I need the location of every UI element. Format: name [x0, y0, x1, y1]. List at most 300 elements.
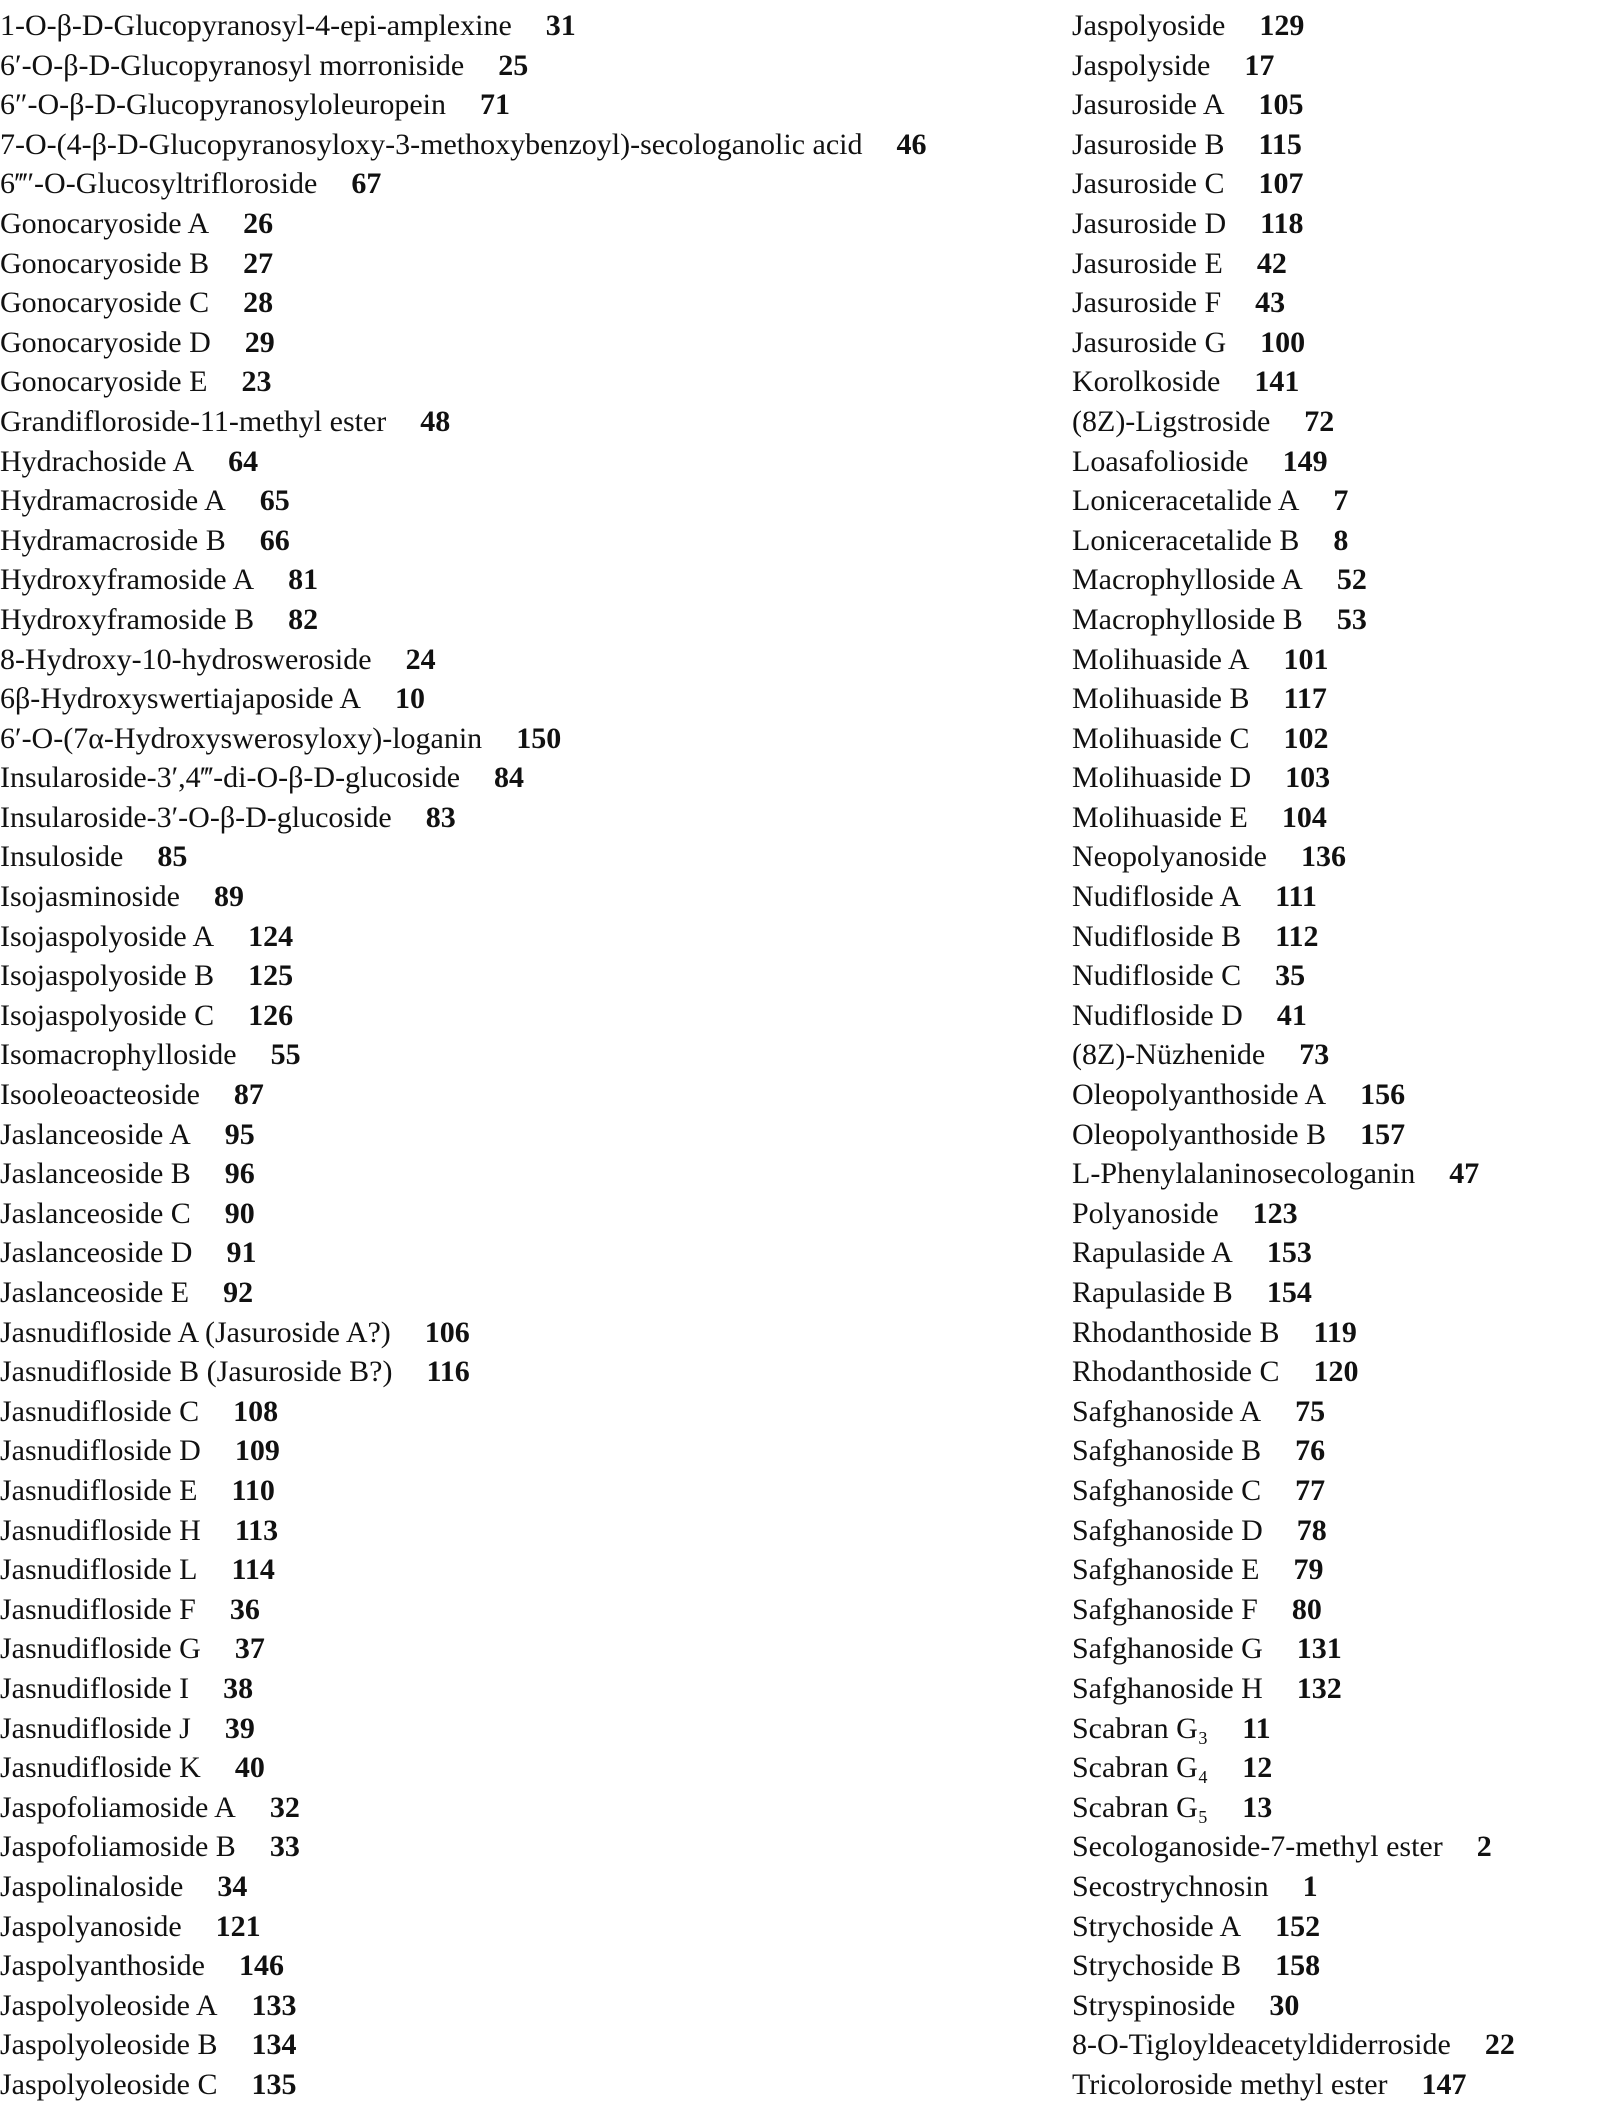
compound-number: 52 [1336, 563, 1367, 597]
compound-name: Jasnudifloside A (Jasuroside A?) [0, 1315, 391, 1349]
compound-name: 6′-O-(7α-Hydroxyswerosyloxy)-loganin [0, 721, 483, 755]
index-entry [1072, 1471, 1612, 1511]
index-entry [1072, 1075, 1612, 1115]
compound-name: Jasnudifloside D [0, 1434, 201, 1468]
index-column-left [0, 6, 1050, 2104]
compound-number: 35 [1275, 959, 1306, 993]
compound-name: Scabran G₄ [1072, 1751, 1209, 1785]
compound-name: Isooleoacteoside [0, 1078, 200, 1112]
index-entry [0, 521, 1050, 561]
compound-number: 2 [1476, 1830, 1492, 1864]
compound-number: 72 [1304, 404, 1335, 438]
compound-number: 96 [224, 1157, 255, 1191]
index-entry [0, 244, 1050, 284]
index-entry [1072, 1827, 1612, 1867]
compound-name: Scabran G₅ [1072, 1790, 1209, 1824]
compound-name: 6β-Hydroxyswertiajaposide A [0, 682, 362, 716]
compound-number: 64 [228, 444, 259, 478]
compound-name: Isojaspolyoside C [0, 998, 215, 1032]
index-entry [1072, 6, 1612, 46]
index-entry [0, 164, 1050, 204]
compound-name: 8-Hydroxy-10-hydrosweroside [0, 642, 372, 676]
compound-number: 43 [1255, 286, 1286, 320]
compound-number: 129 [1259, 9, 1305, 42]
compound-number: 82 [288, 602, 319, 636]
index-entry [1072, 1431, 1612, 1471]
index-entry [0, 362, 1050, 402]
index-entry [1072, 1550, 1612, 1590]
compound-number: 152 [1275, 1909, 1321, 1943]
compound-name: L-Phenylalaninosecologanin [1072, 1157, 1416, 1191]
index-entry [1072, 46, 1612, 86]
compound-name: Macrophylloside A [1072, 563, 1303, 597]
index-entry [0, 1550, 1050, 1590]
index-entry [0, 1035, 1050, 1075]
index-entry [1072, 125, 1612, 165]
compound-number: 107 [1258, 167, 1304, 201]
compound-name: Stryspinoside [1072, 1988, 1236, 2022]
compound-number: 113 [234, 1513, 279, 1547]
compound-name: Grandifloroside-11-methyl ester [0, 404, 387, 438]
index-entry [1072, 1788, 1612, 1828]
compound-number: 40 [234, 1751, 265, 1785]
compound-name: Jaspolyanoside [0, 1909, 182, 1943]
compound-name: Jasnudifloside I [0, 1671, 190, 1705]
compound-name: Loasafolioside [1072, 444, 1249, 478]
compound-number: 34 [217, 1869, 248, 1903]
compound-number: 83 [425, 800, 456, 834]
compound-number: 23 [241, 365, 272, 399]
compound-name: Molihuaside E [1072, 800, 1248, 834]
compound-number: 8 [1333, 523, 1349, 557]
index-entry [1072, 1511, 1612, 1551]
compound-name: Jaspolyoleoside B [0, 2028, 218, 2062]
compound-name: 6‴′-O-Glucosyltrifloroside [0, 167, 318, 201]
index-entry [1072, 1313, 1612, 1353]
index-entry [1072, 1669, 1612, 1709]
index-entry [0, 956, 1050, 996]
compound-name: Gonocaryoside E [0, 365, 208, 399]
index-entry [1072, 1907, 1612, 1947]
compound-number: 80 [1291, 1592, 1322, 1626]
index-entry [1072, 679, 1612, 719]
index-entry [0, 758, 1050, 798]
index-column-right [1072, 6, 1612, 2104]
index-entry [0, 1788, 1050, 1828]
compound-number: 100 [1260, 325, 1306, 359]
index-entry [1072, 521, 1612, 561]
index-entry [1072, 1194, 1612, 1234]
compound-number: 71 [479, 88, 510, 122]
index-entry [1072, 1352, 1612, 1392]
index-entry [0, 1233, 1050, 1273]
index-entry [1072, 560, 1612, 600]
compound-number: 13 [1242, 1790, 1273, 1824]
compound-name: Oleopolyanthoside A [1072, 1078, 1327, 1112]
index-entry [1072, 1392, 1612, 1432]
compound-number: 156 [1360, 1078, 1406, 1112]
compound-number: 36 [229, 1592, 260, 1626]
compound-number: 149 [1282, 444, 1328, 478]
index-entry [0, 1669, 1050, 1709]
compound-name: Jaspolyside [1072, 48, 1211, 82]
compound-number: 147 [1421, 2067, 1467, 2101]
compound-name: Insularoside-3′,4‴-di-O-β-D-glucoside [0, 761, 461, 795]
compound-name: 1-O-β-D-Glucopyranosyl-4-epi-amplexine [0, 9, 512, 42]
compound-name: Jaspolinaloside [0, 1869, 184, 1903]
compound-name: Jasuroside C [1072, 167, 1225, 201]
compound-number: 42 [1256, 246, 1287, 280]
index-entry [1072, 402, 1612, 442]
compound-name: Nudifloside B [1072, 919, 1242, 953]
compound-name: Molihuaside C [1072, 721, 1250, 755]
compound-name: Secostrychnosin [1072, 1869, 1269, 1903]
index-entry [0, 402, 1050, 442]
index-entry [1072, 164, 1612, 204]
compound-number: 67 [351, 167, 382, 201]
compound-name: 6′-O-β-D-Glucopyranosyl morroniside [0, 48, 465, 82]
compound-name: Hydramacroside B [0, 523, 226, 557]
compound-number: 134 [251, 2028, 297, 2062]
compound-name: Jasuroside G [1072, 325, 1227, 359]
index-entry [1072, 1233, 1612, 1273]
index-entry [1072, 877, 1612, 917]
compound-name: Scabran G₃ [1072, 1711, 1209, 1745]
index-entry [0, 46, 1050, 86]
index-entry [1072, 283, 1612, 323]
index-entry [0, 2025, 1050, 2065]
compound-name: Isomacrophylloside [0, 1038, 237, 1072]
compound-number: 37 [234, 1632, 265, 1666]
compound-name: Jasnudifloside C [0, 1394, 200, 1428]
compound-number: 90 [224, 1196, 255, 1230]
index-entry [0, 1867, 1050, 1907]
compound-name: Nudifloside A [1072, 880, 1242, 914]
compound-name: (8Z)-Ligstroside [1072, 404, 1271, 438]
compound-number: 75 [1295, 1394, 1326, 1428]
compound-number: 120 [1313, 1355, 1359, 1389]
compound-number: 22 [1484, 2028, 1515, 2062]
compound-number: 101 [1283, 642, 1329, 676]
compound-name: Jaslanceoside B [0, 1157, 191, 1191]
compound-name: Rapulaside A [1072, 1236, 1233, 1270]
index-entry [0, 1194, 1050, 1234]
compound-number: 53 [1336, 602, 1367, 636]
index-entry [1072, 996, 1612, 1036]
compound-name: Jaspolyanthoside [0, 1949, 205, 1983]
index-entry [1072, 600, 1612, 640]
compound-number: 103 [1285, 761, 1331, 795]
index-entry [0, 798, 1050, 838]
compound-name: Macrophylloside B [1072, 602, 1303, 636]
compound-name: Safghanoside H [1072, 1671, 1263, 1705]
compound-number: 111 [1275, 880, 1317, 914]
compound-number: 114 [231, 1553, 275, 1587]
index-entry [1072, 1986, 1612, 2026]
compound-number: 123 [1252, 1196, 1298, 1230]
compound-number: 32 [269, 1790, 300, 1824]
compound-name: Korolkoside [1072, 365, 1221, 399]
compound-name: Jaspofoliamoside A [0, 1790, 236, 1824]
index-entry [0, 679, 1050, 719]
compound-number: 110 [231, 1473, 275, 1507]
index-entry [1072, 362, 1612, 402]
compound-number: 106 [424, 1315, 470, 1349]
compound-name: Jaspolyoleoside A [0, 1988, 218, 2022]
index-entry [0, 1986, 1050, 2026]
compound-name: Hydroxyframoside A [0, 563, 255, 597]
index-entry [1072, 1629, 1612, 1669]
compound-number: 118 [1260, 206, 1304, 240]
index-entry [0, 6, 1050, 46]
index-entry [0, 877, 1050, 917]
compound-number: 48 [420, 404, 451, 438]
compound-name: Jasnudifloside H [0, 1513, 201, 1547]
index-entry [0, 1590, 1050, 1630]
compound-name: Strychoside A [1072, 1909, 1242, 1943]
compound-number: 91 [226, 1236, 257, 1270]
compound-name: Loniceracetalide B [1072, 523, 1300, 557]
compound-name: (8Z)-Nüzhenide [1072, 1038, 1266, 1072]
compound-name: Safghanoside D [1072, 1513, 1263, 1547]
compound-number: 78 [1296, 1513, 1327, 1547]
index-entry [0, 917, 1050, 957]
compound-name: Jasuroside E [1072, 246, 1223, 280]
compound-name: Tricoloroside methyl ester [1072, 2067, 1388, 2101]
compound-name: Jasnudifloside J [0, 1711, 191, 1745]
compound-number: 76 [1295, 1434, 1326, 1468]
index-entry [0, 1907, 1050, 1947]
compound-name: Jasnudifloside F [0, 1592, 196, 1626]
index-entry [0, 1709, 1050, 1749]
compound-name: Jasuroside A [1072, 88, 1225, 122]
compound-name: Jaslanceoside A [0, 1117, 191, 1151]
compound-number: 38 [223, 1671, 254, 1705]
compound-number: 41 [1276, 998, 1307, 1032]
index-entry [1072, 798, 1612, 838]
compound-number: 46 [896, 127, 927, 161]
compound-name: Gonocaryoside D [0, 325, 211, 359]
compound-number: 11 [1242, 1711, 1271, 1745]
compound-name: Gonocaryoside A [0, 206, 210, 240]
compound-number: 132 [1296, 1671, 1342, 1705]
compound-number: 87 [233, 1078, 264, 1112]
compound-name: Jaspolyoleoside C [0, 2067, 218, 2101]
index-entry [0, 1827, 1050, 1867]
compound-number: 146 [238, 1949, 284, 1983]
compound-number: 92 [223, 1276, 254, 1309]
compound-name: Jaspolyoside [1072, 9, 1226, 42]
compound-name: Jasuroside B [1072, 127, 1225, 161]
compound-number: 79 [1293, 1553, 1324, 1587]
compound-name: Safghanoside E [1072, 1553, 1260, 1587]
compound-number: 95 [224, 1117, 255, 1151]
index-entry [1072, 917, 1612, 957]
compound-name: Nudifloside D [1072, 998, 1243, 1032]
compound-name: Rhodanthoside B [1072, 1315, 1280, 1349]
compound-name: Jaslanceoside D [0, 1236, 193, 1270]
compound-name: Rapulaside B [1072, 1276, 1233, 1309]
compound-number: 31 [545, 9, 576, 42]
index-entry [1072, 1946, 1612, 1986]
compound-name: Jasuroside F [1072, 286, 1222, 320]
compound-name: Jasnudifloside E [0, 1473, 198, 1507]
compound-number: 28 [243, 286, 274, 320]
index-entry [0, 1511, 1050, 1551]
index-entry [1072, 1709, 1612, 1749]
index-entry [0, 560, 1050, 600]
index-entry [0, 323, 1050, 363]
index-entry [0, 1471, 1050, 1511]
index-entry [1072, 481, 1612, 521]
compound-name: Isojasminoside [0, 880, 180, 914]
index-entry [1072, 1273, 1612, 1313]
compound-number: 47 [1449, 1157, 1480, 1191]
compound-name: Molihuaside A [1072, 642, 1250, 676]
compound-name: Isojaspolyoside B [0, 959, 215, 993]
compound-number: 39 [224, 1711, 255, 1745]
compound-name: Hydrachoside A [0, 444, 195, 478]
index-entry [1072, 1035, 1612, 1075]
index-entry [0, 1313, 1050, 1353]
compound-number: 24 [405, 642, 436, 676]
compound-number: 30 [1269, 1988, 1300, 2022]
compound-number: 153 [1266, 1236, 1312, 1270]
compound-number: 115 [1258, 127, 1302, 161]
index-entry [1072, 85, 1612, 125]
index-entry [0, 1352, 1050, 1392]
compound-number: 66 [259, 523, 290, 557]
compound-name: Polyanoside [1072, 1196, 1219, 1230]
compound-number: 81 [288, 563, 319, 597]
compound-number: 104 [1281, 800, 1327, 834]
compound-name: Jaspofoliamoside B [0, 1830, 236, 1864]
compound-name: Jasnudifloside K [0, 1751, 201, 1785]
compound-number: 136 [1300, 840, 1346, 874]
compound-number: 158 [1275, 1949, 1321, 1983]
compound-number: 125 [248, 959, 294, 993]
compound-name: Molihuaside D [1072, 761, 1252, 795]
index-entry [1072, 640, 1612, 680]
index-entry [0, 1431, 1050, 1471]
compound-name: Isojaspolyoside A [0, 919, 215, 953]
compound-name: Safghanoside A [1072, 1394, 1262, 1428]
index-entry [0, 204, 1050, 244]
compound-name: Secologanoside-7-methyl ester [1072, 1830, 1443, 1864]
compound-number: 7 [1333, 484, 1349, 518]
index-entry [0, 640, 1050, 680]
compound-number: 55 [270, 1038, 301, 1072]
index-entry [0, 442, 1050, 482]
index-entry [1072, 2025, 1612, 2065]
compound-number: 112 [1275, 919, 1319, 953]
compound-number: 25 [498, 48, 529, 82]
index-entry [0, 283, 1050, 323]
compound-name: 6″-O-β-D-Glucopyranosyloleuropein [0, 88, 446, 122]
compound-number: 85 [157, 840, 188, 874]
compound-number: 84 [494, 761, 525, 795]
index-entry [0, 1154, 1050, 1194]
index-entry [0, 600, 1050, 640]
compound-name: Oleopolyanthoside B [1072, 1117, 1327, 1151]
compound-name: Gonocaryoside C [0, 286, 210, 320]
index-entry [0, 837, 1050, 877]
compound-number: 102 [1283, 721, 1329, 755]
compound-number: 89 [214, 880, 244, 914]
index-entry [1072, 1590, 1612, 1630]
index-entry [1072, 2065, 1612, 2104]
index-entry [0, 1075, 1050, 1115]
index-entry [1072, 323, 1612, 363]
compound-number: 135 [251, 2067, 297, 2101]
compound-number: 109 [234, 1434, 280, 1468]
index-entry [0, 85, 1050, 125]
compound-number: 27 [243, 246, 274, 280]
index-entry [0, 1115, 1050, 1155]
compound-number: 154 [1266, 1276, 1312, 1309]
compound-number: 1 [1302, 1869, 1318, 1903]
index-entry [1072, 1748, 1612, 1788]
compound-name: Hydroxyframoside B [0, 602, 255, 636]
compound-name: Insuloside [0, 840, 124, 874]
index-entry [1072, 719, 1612, 759]
compound-number: 77 [1295, 1473, 1326, 1507]
compound-name: Neopolyanoside [1072, 840, 1267, 874]
compound-number: 10 [395, 682, 426, 716]
index-entry [1072, 758, 1612, 798]
compound-name: Jasnudifloside G [0, 1632, 201, 1666]
index-entry [1072, 244, 1612, 284]
compound-name: Safghanoside B [1072, 1434, 1262, 1468]
compound-name: Rhodanthoside C [1072, 1355, 1280, 1389]
compound-name: Insularoside-3′-O-β-D-glucoside [0, 800, 392, 834]
compound-name: Gonocaryoside B [0, 246, 210, 280]
index-entry [0, 996, 1050, 1036]
compound-number: 117 [1283, 682, 1327, 716]
compound-name: Loniceracetalide A [1072, 484, 1300, 518]
compound-name: 7-O-(4-β-D-Glucopyranosyloxy-3-methoxybenzoyl)-secologanolic acid [0, 127, 863, 161]
index-entry [0, 1392, 1050, 1432]
compound-name: Jasuroside D [1072, 206, 1227, 240]
compound-number: 33 [269, 1830, 300, 1864]
index-entry [1072, 204, 1612, 244]
compound-number: 133 [251, 1988, 297, 2022]
index-entry [0, 1946, 1050, 1986]
compound-name: Molihuaside B [1072, 682, 1250, 716]
compound-number: 29 [244, 325, 275, 359]
compound-number: 141 [1254, 365, 1300, 399]
compound-number: 150 [516, 721, 562, 755]
compound-name: Hydramacroside A [0, 484, 226, 518]
compound-number: 116 [426, 1355, 470, 1389]
compound-number: 65 [259, 484, 290, 518]
compound-number: 105 [1258, 88, 1304, 122]
compound-number: 73 [1299, 1038, 1330, 1072]
compound-number: 119 [1313, 1315, 1357, 1349]
index-entry [0, 481, 1050, 521]
index-entry [1072, 837, 1612, 877]
index-entry [1072, 1115, 1612, 1155]
compound-name: 8-O-Tigloyldeacetyldiderroside [1072, 2028, 1451, 2062]
compound-name: Strychoside B [1072, 1949, 1242, 1983]
compound-number: 131 [1296, 1632, 1342, 1666]
index-entry [1072, 442, 1612, 482]
compound-name: Safghanoside G [1072, 1632, 1263, 1666]
compound-number: 108 [233, 1394, 279, 1428]
compound-number: 124 [248, 919, 294, 953]
index-entry [1072, 1867, 1612, 1907]
compound-number: 157 [1360, 1117, 1406, 1151]
